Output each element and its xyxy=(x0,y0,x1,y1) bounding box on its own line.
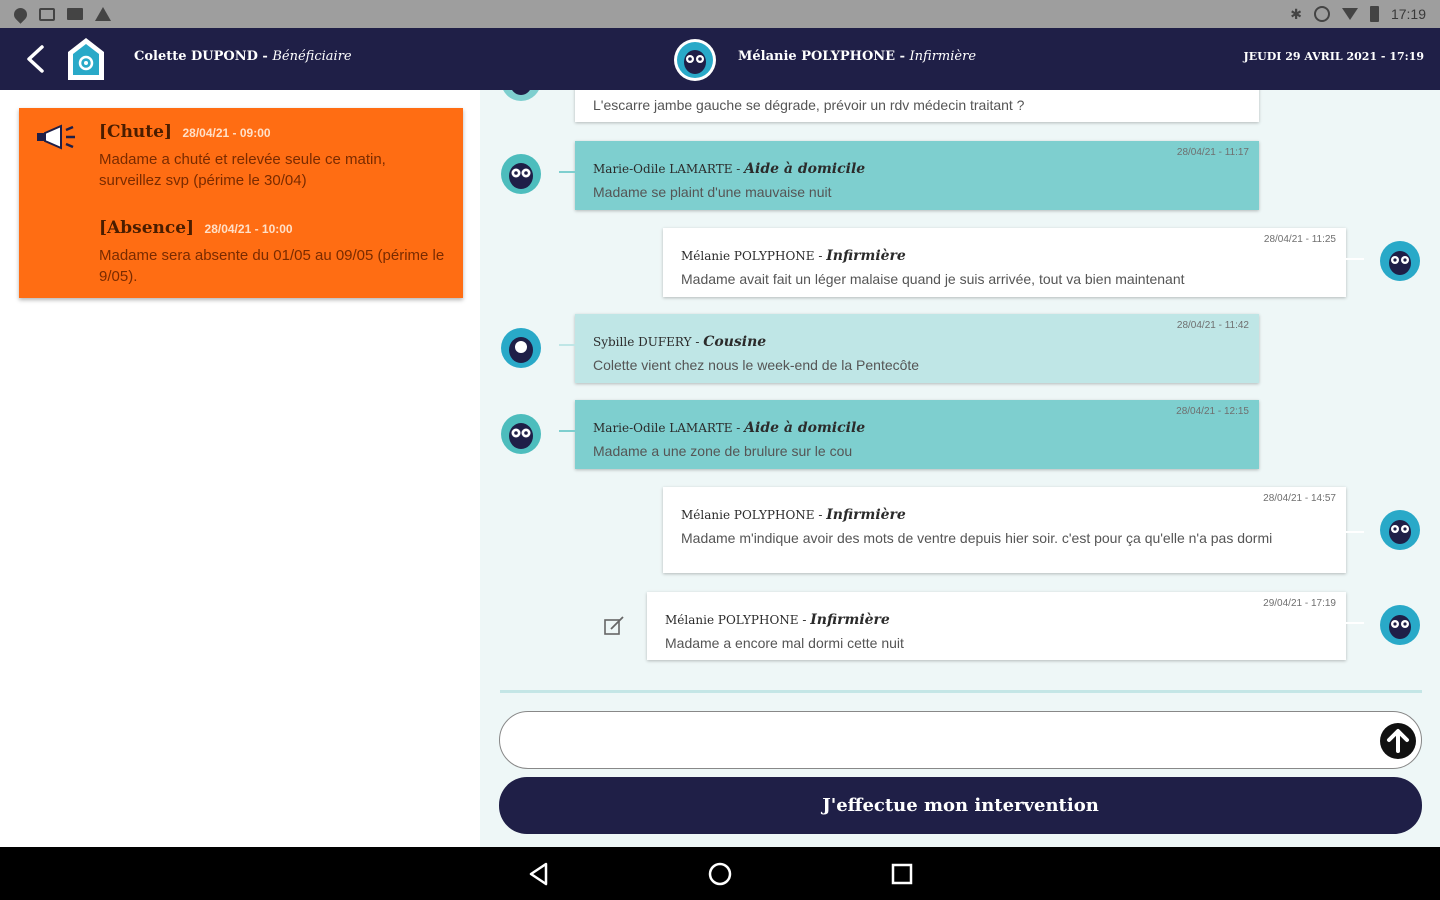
megaphone-icon xyxy=(35,124,79,150)
author-role: Infirmière xyxy=(826,248,906,264)
owl-avatar-icon[interactable] xyxy=(673,38,717,82)
message-bubble[interactable] xyxy=(647,592,1346,660)
chevron-left-icon xyxy=(24,44,46,74)
back-button[interactable] xyxy=(20,42,50,76)
start-intervention-button[interactable]: J'effectue mon intervention xyxy=(499,777,1422,834)
message-bubble[interactable] xyxy=(575,314,1259,383)
user-name: Mélanie POLYPHONE xyxy=(738,49,896,64)
bubble-tail xyxy=(1346,258,1364,260)
author-name: Mélanie POLYPHONE xyxy=(681,249,815,263)
message-time: 28/04/21 - 11:42 xyxy=(1176,320,1249,331)
message-text: L'escarre jambe gauche se dégrade, prévoir un rdv médecin traitant ? xyxy=(593,97,1025,113)
beneficiary-name: Colette DUPOND - Bénéficiaire xyxy=(134,49,352,64)
image-icon xyxy=(39,8,55,21)
bluetooth-icon: ✱ xyxy=(1290,5,1302,22)
author-role: Infirmière xyxy=(810,612,890,628)
message-time: 29/04/21 - 17:19 xyxy=(1263,598,1336,609)
composer-divider xyxy=(500,690,1422,693)
alerts-card[interactable] xyxy=(19,108,463,298)
left-panel xyxy=(0,90,480,847)
owl-avatar-icon xyxy=(1379,509,1421,551)
alert-item xyxy=(99,218,449,287)
mail-icon xyxy=(67,8,83,20)
owl-avatar-icon xyxy=(500,153,542,195)
message-bubble[interactable] xyxy=(575,141,1259,210)
owl-avatar-icon xyxy=(1379,604,1421,646)
author-role: Aide à domicile xyxy=(744,420,866,436)
bubble-tail xyxy=(559,171,575,173)
message-bubble[interactable] xyxy=(575,400,1259,469)
author-name: Mélanie POLYPHONE xyxy=(665,613,799,627)
home-circle-icon[interactable] xyxy=(707,861,733,887)
owl-avatar-icon xyxy=(500,90,542,102)
message-time: 28/04/21 - 11:25 xyxy=(1263,234,1336,245)
app-header xyxy=(0,28,1440,90)
wifi-icon xyxy=(1342,8,1358,20)
message-time: 28/04/21 - 14:57 xyxy=(1263,493,1336,504)
message-time: 28/04/21 - 11:17 xyxy=(1176,147,1249,158)
author-role: Infirmière xyxy=(826,507,906,523)
message-author: Marie-Odile LAMARTE - Aide à domicile xyxy=(593,161,866,177)
alert-date: 28/04/21 - 09:00 xyxy=(182,126,271,140)
message-text: Colette vient chez nous le week-end de la Pentecôte xyxy=(593,357,920,373)
bubble-tail xyxy=(559,344,575,346)
owl-avatar-icon xyxy=(500,327,542,369)
recent-square-icon[interactable] xyxy=(889,861,915,887)
user-role: Infirmière xyxy=(909,49,977,64)
alert-text: Madame a chuté et relevée seule ce matin, surveillez svp (périme le 30/04) xyxy=(99,151,386,189)
author-name: Mélanie POLYPHONE xyxy=(681,508,815,522)
alert-tag: [Absence] xyxy=(99,218,195,238)
message-text: Madame a encore mal dormi cette nuit xyxy=(665,635,904,651)
edit-icon[interactable] xyxy=(602,614,626,638)
alert-date: 28/04/21 - 10:00 xyxy=(204,222,293,236)
message-author: Mélanie POLYPHONE - Infirmière xyxy=(681,507,906,523)
author-name: Sybille DUFERY xyxy=(593,335,692,349)
alert-tag: [Chute] xyxy=(99,122,173,142)
author-name: Marie-Odile LAMARTE xyxy=(593,421,733,435)
bubble-tail xyxy=(559,430,575,432)
message-author: Mélanie POLYPHONE - Infirmière xyxy=(681,248,906,264)
warning-icon xyxy=(95,7,111,21)
rotate-icon xyxy=(1314,6,1330,22)
arrow-up-icon[interactable] xyxy=(1379,722,1417,760)
message-bubble[interactable] xyxy=(575,90,1259,122)
status-time: 17:19 xyxy=(1390,6,1426,22)
message-input[interactable] xyxy=(499,711,1422,769)
beneficiary-role: Bénéficiaire xyxy=(272,49,352,64)
back-triangle-icon[interactable] xyxy=(526,861,552,887)
message-text: Madame avait fait un léger malaise quand je suis arrivée, tout va bien maintenant xyxy=(681,271,1185,287)
alert-item xyxy=(99,122,449,191)
current-user: Mélanie POLYPHONE - Infirmière xyxy=(738,49,977,64)
owl-avatar-icon xyxy=(1379,240,1421,282)
location-icon xyxy=(11,5,29,23)
alert-text: Madame sera absente du 01/05 au 09/05 (périme le 9/05). xyxy=(99,247,445,285)
status-bar-left xyxy=(14,7,111,21)
owl-avatar-icon xyxy=(500,413,542,455)
battery-icon xyxy=(1370,6,1379,22)
beneficiary-name-text: Colette DUPOND xyxy=(134,49,258,64)
bubble-tail xyxy=(1346,531,1364,533)
message-bubble[interactable] xyxy=(663,487,1346,573)
message-time: 28/04/21 - 12:15 xyxy=(1176,406,1249,417)
header-datetime: JEUDI 29 AVRIL 2021 - 17:19 xyxy=(1243,50,1424,63)
message-author: Mélanie POLYPHONE - Infirmière xyxy=(665,612,890,628)
message-bubble[interactable] xyxy=(663,228,1346,297)
status-bar-right xyxy=(1290,6,1426,23)
system-nav-bar xyxy=(0,847,1440,900)
message-author: Marie-Odile LAMARTE - Aide à domicile xyxy=(593,420,866,436)
author-name: Marie-Odile LAMARTE xyxy=(593,162,733,176)
message-text: Madame m'indique avoir des mots de ventre depuis hier soir. c'est pour ça qu'elle n'a pas dormi xyxy=(681,530,1273,546)
message-text: Madame a une zone de brulure sur le cou xyxy=(593,443,853,459)
message-thread[interactable] xyxy=(480,90,1440,847)
author-role: Cousine xyxy=(703,334,767,350)
message-author: Sybille DUFERY - Cousine xyxy=(593,334,767,350)
message-text: Madame se plaint d'une mauvaise nuit xyxy=(593,184,832,200)
status-bar xyxy=(0,0,1440,28)
author-role: Aide à domicile xyxy=(744,161,866,177)
home-logo-icon[interactable] xyxy=(66,36,106,82)
bubble-tail xyxy=(1346,622,1364,624)
